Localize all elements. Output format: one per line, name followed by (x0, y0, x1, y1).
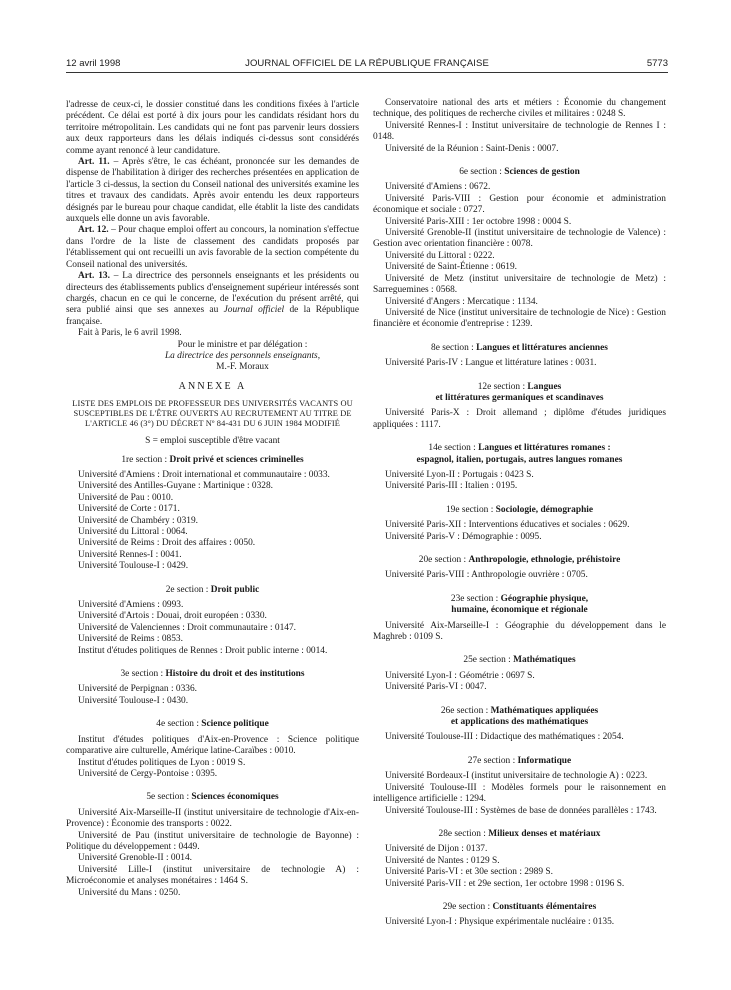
header-rule (66, 72, 668, 73)
list-item: Université de Corte : 0171. (78, 504, 180, 515)
list-item: Université de Cergy-Pontoise : 0395. (78, 768, 218, 779)
section-27-heading: 27e section : Informatique (467, 755, 572, 766)
fait-a-paris: Fait à Paris, le 6 avril 1998. (78, 328, 182, 339)
signature-name: M.-F. Moraux (216, 362, 269, 373)
left-column (66, 100, 359, 899)
article-12 (66, 225, 359, 271)
list-item: Université Paris-X : Droit allemand ; diplôme d'études juridiques appliquées : 1117. (373, 408, 666, 430)
liste-title: LISTE DES EMPLOIS DE PROFESSEUR DES UNIVERSITÉS VACANTS OU SUSCEPTIBLES DE L'ÊTRE OUVERTS AU RECRUTEMENT AU TITRE DE L'ARTICLE 46 (3°) DU DÉCRET Nº 84-431 DU 6 JUIN 1984 MODIFIÉ (72, 399, 353, 429)
section-29-list (373, 917, 666, 928)
legend-note: S = emploi susceptible d'être vacant (145, 436, 280, 447)
section-14-heading: 14e section : Langues et littératures romanes : (428, 443, 611, 454)
list-item: Université Paris-III : Italien : 0195. (385, 481, 518, 492)
list-item: Université Paris-XIII : 1er octobre 1998 : 0004 S. (385, 216, 572, 227)
list-item: Université de Perpignan : 0336. (78, 684, 197, 695)
list-item: Université du Littoral : 0064. (78, 527, 188, 537)
article-13-text: – La directrice des personnels enseignants et les présidents ou directeurs des établissements publics d'enseignement supérieur intéressés sont chargés, chacun en ce qui le concerne, de l'exécution du présent arrêté, qui sera publié ainsi que ses annexes au (66, 271, 359, 316)
section-26-heading-line-2: et applications des mathématiques (450, 717, 589, 728)
section-14-heading-line-2: espagnol, italien, portugais, autres langues romanes (416, 454, 623, 465)
list-item: Institut d'études politiques de Rennes : Droit public interne : 0014. (78, 645, 328, 656)
annexe-title: ANNEXE A (178, 380, 247, 392)
list-item: Université Toulouse-III : Modèles formels pour le raisonnement en intelligence artificielle : 1294. (373, 782, 666, 805)
section-28-heading: 28e section : Milieux denses et matériaux (438, 828, 601, 839)
list-item: Université de Nice (institut universitaire de technologie de Nice) : Gestion financière et économie d'entreprise : 1239. (373, 307, 666, 330)
list-item: Université de Nantes : 0129 S. (385, 855, 500, 866)
section-20-heading: 20e section : Anthropologie, ethnologie, préhistoire (418, 555, 621, 565)
section-25-list (373, 671, 666, 694)
section-26-list (373, 732, 666, 743)
list-item: Université Paris-VI : 0047. (385, 682, 487, 693)
list-item: Université d'Artois : Douai, droit européen : 0330. (78, 611, 267, 622)
list-item: Université de Reims : 0853. (78, 634, 183, 645)
intro-paragraph: l'adresse de ceux-ci, le dossier constitué dans les conditions fixées à l'article précédent. Ce délai est porté à dix jours pour les candidats résidant hors du territoire métropolitain. Les candidats qui ne font pas parvenir leurs dossiers aux deux rapporteurs dans les délais indiqués ci-dessus sont considérés comme ayant renoncé à leur candidature. (66, 100, 359, 156)
section-5-continued-list (373, 98, 666, 155)
list-item: Université Grenoble-II : 0014. (78, 853, 193, 864)
list-item: Université Paris-VIII : Gestion pour économie et administration économique et sociale : 0727. (373, 193, 666, 216)
list-item: Université d'Amiens : 0993. (78, 600, 184, 611)
section-29-heading: 29e section : Constituants élémentaires (442, 901, 597, 912)
article-13-end: de la République française. (66, 305, 359, 327)
list-item: Université Bordeaux-I (institut universitaire de technologie A) : 0223. (385, 771, 648, 782)
section-6-list (373, 182, 666, 330)
section-26-heading: 26e section : Mathématiques appliquées (440, 705, 599, 716)
list-item: Université Aix-Marseille-I : Géographie du développement dans le Maghreb : 0109 S. (373, 620, 666, 643)
section-27-list (373, 771, 666, 817)
list-item: Université Aix-Marseille-II (institut universitaire de technologie d'Aix-en-Provence) : Économie des transports : 0022. (66, 807, 359, 830)
section-12-heading-line-2: et littératures germaniques et scandinaves (435, 392, 604, 403)
section-3-heading: 3e section : Histoire du droit et des institutions (120, 669, 305, 680)
list-item: Université Grenoble-II (institut universitaire de technologie de Valence) : Gestion avec orientation financière : 0078. (373, 228, 666, 250)
section-5-list (66, 808, 359, 899)
section-25-heading: 25e section : Mathématiques (463, 655, 576, 666)
section-20-list (373, 570, 666, 581)
page-header (66, 58, 668, 72)
list-item: Université de Metz (institut universitaire de technologie de Metz) : Sarreguemines : 0568. (373, 273, 666, 296)
list-item: Université Paris-V : Démographie : 0095. (385, 531, 542, 542)
list-item: Université Lyon-I : Géométrie : 0697 S. (385, 670, 535, 681)
article-11 (66, 157, 359, 225)
list-item: Institut d'études politiques de Lyon : 0019 S. (78, 757, 246, 768)
list-item: Université de Pau (institut universitaire de technologie de Bayonne) : Politique du développement : 0449. (66, 830, 359, 852)
list-item: Université Lyon-I : Physique expérimentale nucléaire : 0135. (385, 917, 615, 928)
list-item: Institut d'études politiques d'Aix-en-Provence : Science politique comparative aire culturelle, Amérique latine-Caraïbes : 0010. (66, 734, 359, 757)
section-8-heading: 8e section : Langues et littératures anciennes (431, 342, 608, 353)
section-1-heading: 1re section : Droit privé et sciences criminelles (121, 454, 304, 465)
list-item: Université d'Angers : Mercatique : 1134. (385, 296, 538, 307)
section-4-heading: 4e section : Science politique (156, 719, 269, 730)
journal-title: JOURNAL OFFICIEL DE LA RÉPUBLIQUE FRANÇAISE (245, 58, 489, 69)
list-item: Université Rennes-I : Institut universitaire de technologie de Rennes I : 0148. (373, 120, 666, 143)
section-12-list (373, 408, 666, 431)
signature-line-1: Pour le ministre et par délégation : (177, 339, 308, 350)
list-item: Université de Pau : 0010. (78, 492, 174, 503)
section-2-heading: 2e section : Droit public (165, 584, 260, 595)
section-23-heading-line-2: humaine, économique et régionale (451, 605, 588, 616)
list-item: Université Lille-I (institut universitaire de technologie A) : Microéconomie et analyses monétaires : 1464 S. (66, 864, 359, 887)
section-5-heading: 5e section : Sciences économiques (146, 792, 279, 803)
section-2-list (66, 600, 359, 657)
article-13-journal: Journal officiel (223, 305, 285, 316)
list-item: Université de la Réunion : Saint-Denis : 0007. (385, 143, 559, 154)
list-item: Université du Littoral : 0222. (385, 250, 495, 261)
list-item: Université de Dijon : 0137. (385, 844, 488, 855)
list-item: Université Toulouse-III : Systèmes de base de données parallèles : 1743. (385, 805, 657, 816)
header-date: 12 avril 1998 (66, 58, 121, 69)
section-23-heading: 23e section : Géographie physique, (450, 593, 589, 604)
list-item: Université Paris-IV : Langue et littérature latines : 0031. (385, 358, 597, 369)
list-item: Université de Valenciennes : Droit communautaire : 0147. (78, 622, 296, 633)
section-14-list (373, 470, 666, 493)
list-item: Université Paris-VII : et 29e section, 1er octobre 1998 : 0196 S. (385, 878, 625, 889)
list-item: Université d'Amiens : 0672. (385, 182, 491, 193)
list-item: Université des Antilles-Guyane : Martinique : 0328. (78, 481, 274, 492)
section-6-heading: 6e section : Sciences de gestion (459, 167, 580, 178)
list-item: Université Rennes-I : 0041. (78, 549, 182, 560)
section-12-heading: 12e section : Langues (477, 381, 562, 392)
signature-line-2: La directrice des personnels enseignants, (164, 350, 321, 361)
page-number: 5773 (646, 58, 668, 69)
list-item: Université Paris-VI : et 30e section : 2989 S. (385, 867, 553, 878)
article-12-text: – Pour chaque emploi offert au concours, la nomination s'effectue dans l'ordre de la liste de classement des candidats proposés par l'établissement qui ont recueilli un avis favorable de la section compétente du Conseil national des universités. (66, 225, 359, 270)
right-column (373, 98, 666, 929)
list-item: Université de Chambéry : 0319. (78, 515, 199, 526)
article-13-label: Art. 13. (78, 271, 110, 282)
list-item: Université Toulouse-III : Didactique des mathématiques : 2054. (385, 732, 624, 743)
article-11-label: Art. 11. (78, 157, 110, 168)
article-12-label: Art. 12. (78, 225, 109, 236)
section-19-list (373, 520, 666, 543)
list-item: Conservatoire national des arts et métiers : Économie du changement technique, des politiques de recherche civiles et militaires : 0248 S. (373, 98, 666, 120)
section-3-list (66, 684, 359, 707)
list-item: Université d'Amiens : Droit international et communautaire : 0033. (78, 469, 330, 480)
list-item: Université du Mans : 0250. (78, 887, 181, 898)
section-28-list (373, 844, 666, 890)
list-item: Université Lyon-II : Portugais : 0423 S. (385, 469, 534, 480)
section-1-list (66, 470, 359, 573)
section-4-list (66, 735, 359, 781)
list-item: Université Paris-VIII : Anthropologie ouvrière : 0705. (385, 570, 588, 581)
list-item: Université Paris-XII : Interventions éducatives et sociales : 0629. (385, 520, 630, 531)
list-item: Université de Reims : Droit des affaires : 0050. (78, 538, 256, 549)
section-23-list (373, 621, 666, 644)
section-8-list (373, 358, 666, 369)
list-item: Université Toulouse-I : 0429. (78, 561, 189, 572)
list-item: Université de Saint-Étienne : 0619. (385, 262, 518, 273)
section-19-heading: 19e section : Sociologie, démographie (445, 504, 594, 515)
article-11-text: – Après s'être, le cas échéant, prononcée sur les demandes de dispense de l'habilitation à diriger des recherches présentées en application de l'article 3 ci-dessus, la section du Conseil national des universités examine les titres et travaux des candidats. Après avoir entendu les deux rapporteurs désignés par le bureau pour chaque candidat, elle établit la liste des candidats auxquels elle donne un avis favorable. (66, 157, 359, 225)
list-item: Université Toulouse-I : 0430. (78, 695, 189, 706)
article-13 (66, 271, 359, 328)
